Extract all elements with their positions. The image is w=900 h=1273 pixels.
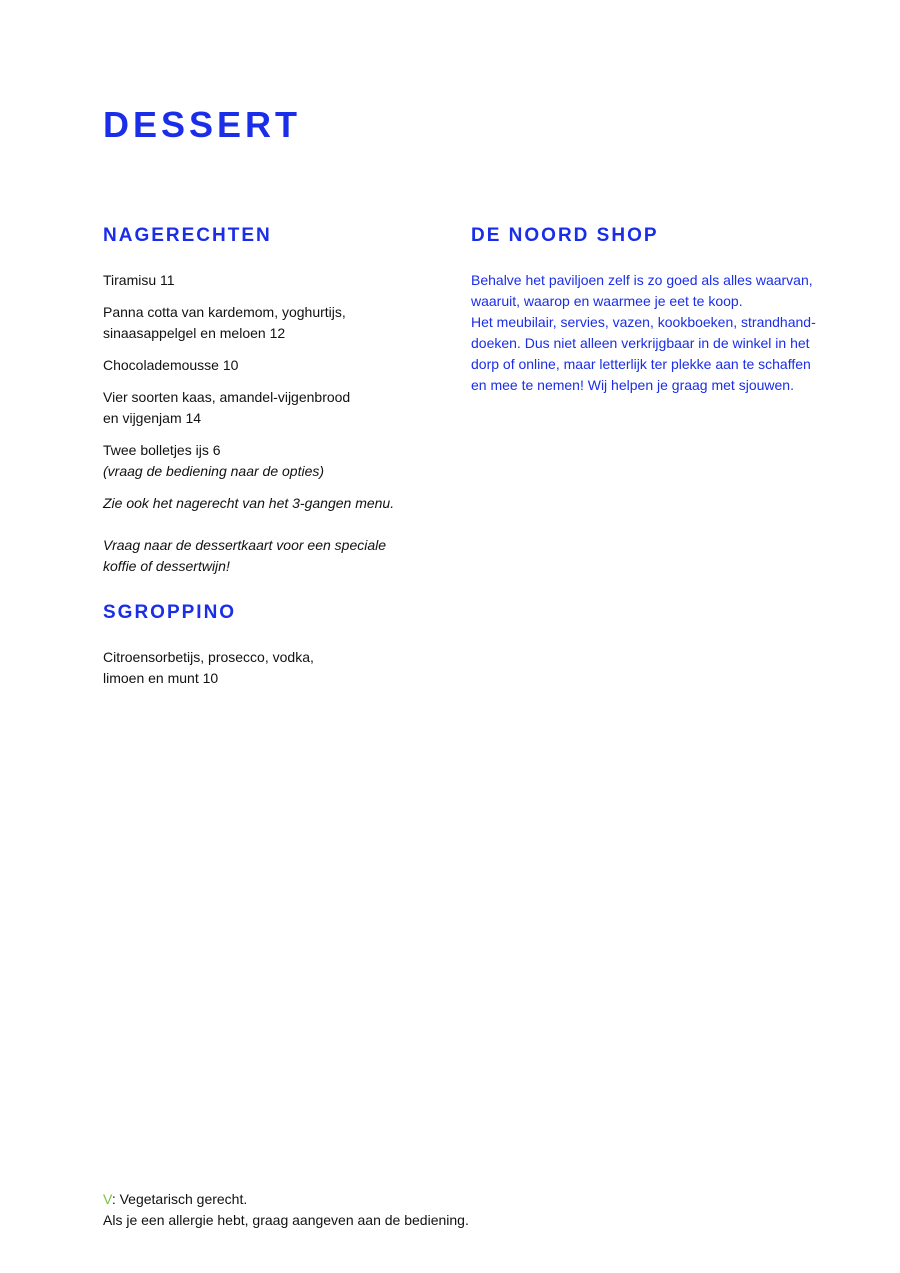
allergy-notice: Als je een allergie hebt, graag aangeven aan de bediening. — [103, 1212, 469, 1228]
shop-text-line: Het meubilair, servies, vazen, kookboeken, strandhand- — [471, 314, 816, 330]
shop-text-line: dorp of online, maar letterlijk ter plekke aan te schaffen — [471, 356, 811, 372]
menu-item-line: en vijgenjam 14 — [103, 410, 202, 426]
menu-note-line: Zie ook het nagerecht van — [103, 495, 265, 511]
nagerechten-list — [103, 270, 403, 577]
shop-text-line: en mee te nemen! Wij helpen je graag met sjouwen. — [471, 377, 794, 393]
menu-item — [103, 440, 403, 482]
menu-item — [103, 355, 403, 376]
shop-text-line: doeken. Dus niet alleen verkrijgbaar in de winkel in het — [471, 335, 810, 351]
menu-item-line: Panna cotta van kardemom, yoghurtijs, — [103, 304, 346, 320]
section-heading-shop: DE NOORD SHOP — [471, 225, 659, 246]
left-column — [103, 222, 403, 700]
section-heading-sgroppino: SGROPPINO — [103, 602, 237, 623]
menu-note — [103, 535, 403, 577]
menu-item-line: sinaasappelgel en meloen 12 — [103, 325, 286, 341]
shop-text-line: Behalve het paviljoen zelf is zo goed als alles waarvan, — [471, 272, 813, 288]
menu-item-line: Citroensorbetijs, prosecco, vodka, — [103, 649, 314, 665]
menu-item — [103, 270, 403, 291]
shop-text-line: waaruit, waarop en waarmee je eet te koop. — [471, 293, 743, 309]
sgroppino-section — [103, 599, 403, 689]
vegetarian-marker: V — [103, 1191, 112, 1207]
menu-item-line: Tiramisu 11 — [103, 272, 175, 288]
vegetarian-legend-text: : Vegetarisch gerecht. — [111, 1191, 248, 1207]
menu-note — [103, 493, 403, 514]
menu-note-line: Vraag naar de dessertkaart voor een — [103, 537, 331, 553]
page-title: DESSERT — [103, 104, 302, 145]
menu-item-line: Vier soorten kaas, amandel-vijgenbrood — [103, 389, 351, 405]
right-column — [471, 222, 831, 396]
sgroppino-list — [103, 647, 403, 689]
menu-note-line: speciale koffie of dessertwijn! — [103, 537, 387, 574]
menu-item — [103, 302, 403, 344]
menu-note-line: het 3-gangen menu. — [268, 495, 395, 511]
menu-item-line: Twee bolletjes ijs 6 — [103, 442, 221, 458]
footer — [103, 1189, 469, 1231]
menu-item — [103, 387, 403, 429]
section-heading-nagerechten: NAGERECHTEN — [103, 225, 272, 246]
menu-item-note: (vraag de bediening naar de opties) — [103, 463, 325, 479]
menu-item-line: Chocolademousse 10 — [103, 357, 239, 373]
menu-item-line: limoen en munt 10 — [103, 670, 219, 686]
menu-item — [103, 647, 403, 689]
vegetarian-legend — [103, 1189, 469, 1210]
shop-description — [471, 270, 831, 396]
